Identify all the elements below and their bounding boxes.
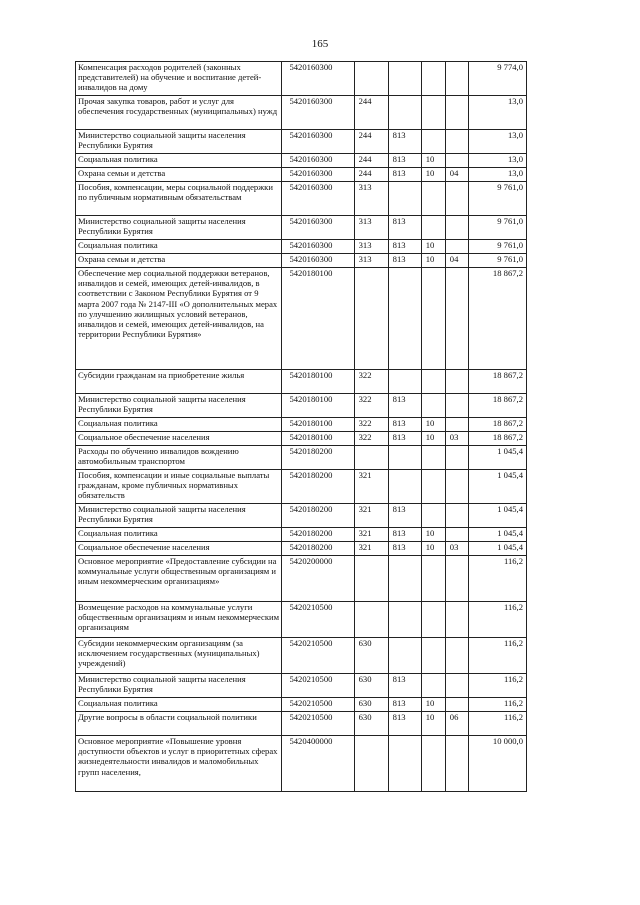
row-section-cell xyxy=(421,446,445,470)
table-row xyxy=(76,154,527,168)
row-code-cell: 5420180100 xyxy=(282,268,354,370)
row-amount-cell: 18 867,2 xyxy=(468,370,526,394)
row-subsection-cell xyxy=(445,154,468,168)
row-name-cell: Министерство социальной защиты населения Республики Бурятия xyxy=(76,216,282,240)
row-name-cell: Социальная политика xyxy=(76,418,282,432)
row-name-cell: Министерство социальной защиты населения Республики Бурятия xyxy=(76,394,282,418)
row-expense-type-cell: 244 xyxy=(354,168,388,182)
row-expense-type-cell: 322 xyxy=(354,418,388,432)
row-expense-type-cell: 630 xyxy=(354,712,388,736)
row-ministry-cell xyxy=(388,370,421,394)
row-name-cell: Обеспечение мер социальной поддержки ветеранов, инвалидов и семей, имеющих детей-инвалидов, в соответствии с Законом Республики Бурятия от 9 марта 2007 года № 2147-III «О дополнительных мерах по улучшению жилищных условий ветеранов, инвалидов и семей, имеющих детей-инвалидов, на территории Республики Бурятия» xyxy=(76,268,282,370)
row-ministry-cell: 813 xyxy=(388,504,421,528)
row-ministry-cell: 813 xyxy=(388,154,421,168)
table-row xyxy=(76,432,527,446)
row-ministry-cell: 813 xyxy=(388,674,421,698)
table-row xyxy=(76,712,527,736)
row-name-cell: Субсидии некоммерческим организациям (за исключением государственных (муниципальных) учреждений) xyxy=(76,638,282,674)
table-row xyxy=(76,418,527,432)
table-row xyxy=(76,736,527,792)
row-amount-cell: 18 867,2 xyxy=(468,432,526,446)
row-name-cell: Социальная политика xyxy=(76,528,282,542)
row-expense-type-cell xyxy=(354,268,388,370)
row-expense-type-cell: 630 xyxy=(354,674,388,698)
table-row xyxy=(76,216,527,240)
row-section-cell xyxy=(421,674,445,698)
row-code-cell: 5420210500 xyxy=(282,638,354,674)
row-section-cell: 10 xyxy=(421,168,445,182)
table-row xyxy=(76,268,527,370)
row-expense-type-cell: 321 xyxy=(354,470,388,504)
row-amount-cell: 1 045,4 xyxy=(468,542,526,556)
row-amount-cell: 1 045,4 xyxy=(468,470,526,504)
row-section-cell: 10 xyxy=(421,154,445,168)
table-row xyxy=(76,556,527,602)
row-section-cell xyxy=(421,470,445,504)
row-subsection-cell xyxy=(445,602,468,638)
row-amount-cell: 13,0 xyxy=(468,154,526,168)
row-name-cell: Расходы по обучению инвалидов вождению автомобильным транспортом xyxy=(76,446,282,470)
row-section-cell: 10 xyxy=(421,542,445,556)
row-section-cell xyxy=(421,130,445,154)
row-name-cell: Возмещение расходов на коммунальные услуги общественным организациям и иным некоммерческим организациям xyxy=(76,602,282,638)
row-subsection-cell: 06 xyxy=(445,712,468,736)
table-row xyxy=(76,446,527,470)
row-amount-cell: 9 774,0 xyxy=(468,62,526,96)
row-name-cell: Социальная политика xyxy=(76,698,282,712)
row-ministry-cell xyxy=(388,446,421,470)
row-ministry-cell: 813 xyxy=(388,698,421,712)
row-expense-type-cell xyxy=(354,446,388,470)
row-expense-type-cell xyxy=(354,602,388,638)
table-row xyxy=(76,130,527,154)
row-expense-type-cell xyxy=(354,736,388,792)
row-name-cell: Министерство социальной защиты населения Республики Бурятия xyxy=(76,130,282,154)
row-expense-type-cell: 322 xyxy=(354,432,388,446)
row-amount-cell: 116,2 xyxy=(468,712,526,736)
row-amount-cell: 18 867,2 xyxy=(468,418,526,432)
row-name-cell: Прочая закупка товаров, работ и услуг для обеспечения государственных (муниципальных) нужд xyxy=(76,96,282,130)
row-section-cell: 10 xyxy=(421,432,445,446)
row-amount-cell: 9 761,0 xyxy=(468,182,526,216)
row-expense-type-cell: 321 xyxy=(354,542,388,556)
row-section-cell: 10 xyxy=(421,254,445,268)
row-subsection-cell: 04 xyxy=(445,254,468,268)
row-code-cell: 5420160300 xyxy=(282,62,354,96)
row-expense-type-cell: 630 xyxy=(354,698,388,712)
row-expense-type-cell: 313 xyxy=(354,254,388,268)
table-row xyxy=(76,602,527,638)
row-name-cell: Основное мероприятие «Повышение уровня доступности объектов и услуг в приоритетных сферах жизнедеятельности инвалидов и маломобильных групп населения, xyxy=(76,736,282,792)
row-amount-cell: 9 761,0 xyxy=(468,240,526,254)
table-row xyxy=(76,62,527,96)
row-code-cell: 5420210500 xyxy=(282,698,354,712)
row-name-cell: Социальная политика xyxy=(76,154,282,168)
row-ministry-cell xyxy=(388,470,421,504)
row-section-cell xyxy=(421,736,445,792)
row-code-cell: 5420160300 xyxy=(282,216,354,240)
row-name-cell: Другие вопросы в области социальной политики xyxy=(76,712,282,736)
budget-table xyxy=(75,61,527,792)
row-ministry-cell: 813 xyxy=(388,168,421,182)
row-code-cell: 5420200000 xyxy=(282,556,354,602)
row-ministry-cell xyxy=(388,602,421,638)
row-expense-type-cell: 321 xyxy=(354,504,388,528)
row-name-cell: Социальное обеспечение населения xyxy=(76,542,282,556)
row-subsection-cell xyxy=(445,528,468,542)
row-subsection-cell xyxy=(445,62,468,96)
row-code-cell: 5420160300 xyxy=(282,130,354,154)
row-code-cell: 5420210500 xyxy=(282,674,354,698)
row-section-cell xyxy=(421,268,445,370)
row-code-cell: 5420210500 xyxy=(282,602,354,638)
row-code-cell: 5420160300 xyxy=(282,96,354,130)
row-amount-cell: 1 045,4 xyxy=(468,504,526,528)
row-code-cell: 5420180100 xyxy=(282,418,354,432)
row-subsection-cell xyxy=(445,698,468,712)
row-expense-type-cell: 313 xyxy=(354,216,388,240)
row-subsection-cell xyxy=(445,418,468,432)
row-name-cell: Охрана семьи и детства xyxy=(76,168,282,182)
row-name-cell: Министерство социальной защиты населения Республики Бурятия xyxy=(76,504,282,528)
row-subsection-cell xyxy=(445,736,468,792)
row-amount-cell: 116,2 xyxy=(468,602,526,638)
row-section-cell xyxy=(421,182,445,216)
page-number: 165 xyxy=(311,38,329,50)
row-name-cell: Субсидии гражданам на приобретение жилья xyxy=(76,370,282,394)
table-row xyxy=(76,698,527,712)
row-subsection-cell xyxy=(445,504,468,528)
row-code-cell: 5420160300 xyxy=(282,240,354,254)
row-expense-type-cell: 322 xyxy=(354,394,388,418)
row-code-cell: 5420160300 xyxy=(282,168,354,182)
table-row xyxy=(76,240,527,254)
row-code-cell: 5420160300 xyxy=(282,154,354,168)
row-code-cell: 5420160300 xyxy=(282,182,354,216)
row-amount-cell: 10 000,0 xyxy=(468,736,526,792)
row-section-cell xyxy=(421,216,445,240)
table-row xyxy=(76,168,527,182)
row-ministry-cell: 813 xyxy=(388,130,421,154)
row-expense-type-cell xyxy=(354,62,388,96)
row-expense-type-cell: 244 xyxy=(354,96,388,130)
row-subsection-cell: 03 xyxy=(445,432,468,446)
row-section-cell: 10 xyxy=(421,528,445,542)
row-ministry-cell: 813 xyxy=(388,240,421,254)
row-name-cell: Социальная политика xyxy=(76,240,282,254)
row-code-cell: 5420180100 xyxy=(282,394,354,418)
row-expense-type-cell xyxy=(354,556,388,602)
row-name-cell: Пособия, компенсации, меры социальной поддержки по публичным нормативным обязательствам xyxy=(76,182,282,216)
row-name-cell: Социальное обеспечение населения xyxy=(76,432,282,446)
row-expense-type-cell: 244 xyxy=(354,154,388,168)
row-section-cell xyxy=(421,96,445,130)
row-ministry-cell: 813 xyxy=(388,712,421,736)
row-subsection-cell xyxy=(445,674,468,698)
row-ministry-cell xyxy=(388,736,421,792)
row-amount-cell: 18 867,2 xyxy=(468,394,526,418)
table-row xyxy=(76,638,527,674)
row-amount-cell: 116,2 xyxy=(468,698,526,712)
row-code-cell: 5420180200 xyxy=(282,504,354,528)
row-amount-cell: 18 867,2 xyxy=(468,268,526,370)
row-section-cell: 10 xyxy=(421,240,445,254)
row-expense-type-cell: 313 xyxy=(354,182,388,216)
row-subsection-cell xyxy=(445,638,468,674)
row-amount-cell: 116,2 xyxy=(468,556,526,602)
row-code-cell: 5420180200 xyxy=(282,528,354,542)
row-subsection-cell xyxy=(445,370,468,394)
row-subsection-cell xyxy=(445,130,468,154)
row-code-cell: 5420210500 xyxy=(282,712,354,736)
table-row xyxy=(76,96,527,130)
row-name-cell: Компенсация расходов родителей (законных представителей) на обучение и воспитание детей-инвалидов на дому xyxy=(76,62,282,96)
row-code-cell: 5420180200 xyxy=(282,542,354,556)
row-section-cell xyxy=(421,394,445,418)
row-expense-type-cell: 322 xyxy=(354,370,388,394)
row-amount-cell: 13,0 xyxy=(468,130,526,154)
row-ministry-cell: 813 xyxy=(388,394,421,418)
table-row xyxy=(76,254,527,268)
row-subsection-cell xyxy=(445,446,468,470)
table-row xyxy=(76,504,527,528)
row-subsection-cell xyxy=(445,182,468,216)
row-expense-type-cell: 321 xyxy=(354,528,388,542)
row-ministry-cell xyxy=(388,62,421,96)
row-amount-cell: 9 761,0 xyxy=(468,254,526,268)
row-subsection-cell xyxy=(445,216,468,240)
row-code-cell: 5420160300 xyxy=(282,254,354,268)
row-subsection-cell: 03 xyxy=(445,542,468,556)
row-name-cell: Министерство социальной защиты населения Республики Бурятия xyxy=(76,674,282,698)
row-code-cell: 5420180200 xyxy=(282,470,354,504)
row-ministry-cell xyxy=(388,556,421,602)
table-row xyxy=(76,370,527,394)
row-ministry-cell: 813 xyxy=(388,432,421,446)
row-subsection-cell xyxy=(445,556,468,602)
row-ministry-cell: 813 xyxy=(388,216,421,240)
row-amount-cell: 9 761,0 xyxy=(468,216,526,240)
row-expense-type-cell: 244 xyxy=(354,130,388,154)
row-name-cell: Пособия, компенсации и иные социальные выплаты гражданам, кроме публичных нормативных обязательств xyxy=(76,470,282,504)
row-ministry-cell: 813 xyxy=(388,528,421,542)
row-expense-type-cell: 313 xyxy=(354,240,388,254)
row-amount-cell: 13,0 xyxy=(468,168,526,182)
row-amount-cell: 1 045,4 xyxy=(468,446,526,470)
row-ministry-cell: 813 xyxy=(388,418,421,432)
row-ministry-cell xyxy=(388,268,421,370)
table-row xyxy=(76,182,527,216)
table-row xyxy=(76,470,527,504)
row-subsection-cell xyxy=(445,240,468,254)
row-ministry-cell: 813 xyxy=(388,542,421,556)
row-section-cell xyxy=(421,638,445,674)
row-subsection-cell: 04 xyxy=(445,168,468,182)
row-section-cell xyxy=(421,602,445,638)
row-section-cell: 10 xyxy=(421,712,445,736)
row-name-cell: Основное мероприятие «Предоставление субсидии на коммунальные услуги общественным организациям и иным некоммерческим организациям» xyxy=(76,556,282,602)
table-row xyxy=(76,674,527,698)
table-row xyxy=(76,542,527,556)
row-amount-cell: 13,0 xyxy=(468,96,526,130)
row-section-cell xyxy=(421,370,445,394)
row-ministry-cell: 813 xyxy=(388,254,421,268)
row-expense-type-cell: 630 xyxy=(354,638,388,674)
row-name-cell: Охрана семьи и детства xyxy=(76,254,282,268)
row-code-cell: 5420400000 xyxy=(282,736,354,792)
row-section-cell xyxy=(421,556,445,602)
row-subsection-cell xyxy=(445,268,468,370)
row-ministry-cell xyxy=(388,182,421,216)
row-code-cell: 5420180200 xyxy=(282,446,354,470)
row-section-cell xyxy=(421,504,445,528)
table-row xyxy=(76,394,527,418)
row-subsection-cell xyxy=(445,470,468,504)
row-section-cell: 10 xyxy=(421,418,445,432)
row-subsection-cell xyxy=(445,96,468,130)
row-code-cell: 5420180100 xyxy=(282,432,354,446)
table-row xyxy=(76,528,527,542)
row-ministry-cell xyxy=(388,96,421,130)
row-amount-cell: 1 045,4 xyxy=(468,528,526,542)
row-code-cell: 5420180100 xyxy=(282,370,354,394)
row-ministry-cell xyxy=(388,638,421,674)
row-subsection-cell xyxy=(445,394,468,418)
row-section-cell: 10 xyxy=(421,698,445,712)
row-amount-cell: 116,2 xyxy=(468,674,526,698)
row-section-cell xyxy=(421,62,445,96)
row-amount-cell: 116,2 xyxy=(468,638,526,674)
